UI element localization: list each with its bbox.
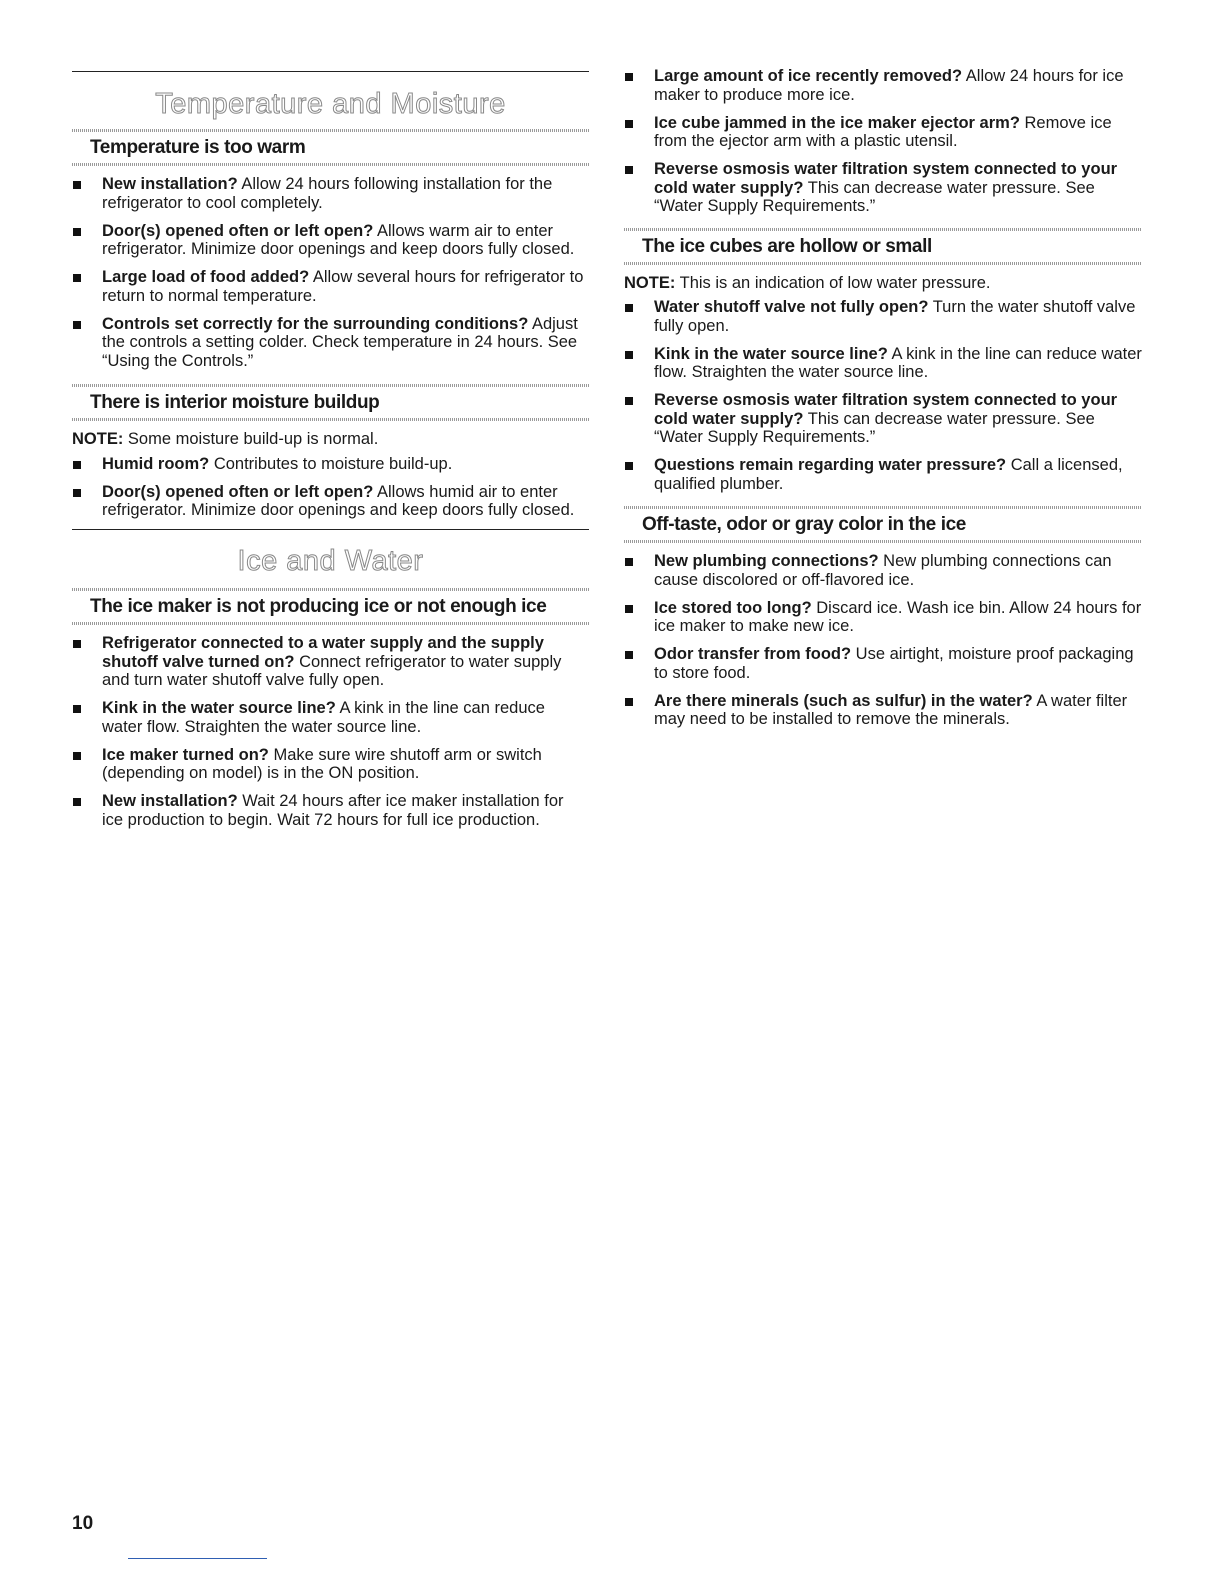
bullet-icon [625,698,633,706]
item-question: Water shutoff valve not fully open? [654,298,929,316]
item-answer: Connect refrigerator to water supply and turn water shutoff valve fully open. [102,652,562,689]
item-answer: Allows warm air to enter refrigerator. Minimize door openings and keep doors fully closed. [102,221,575,258]
bullet-icon [625,304,633,312]
bullet-icon [73,752,81,760]
item-question: New plumbing connections? [654,552,879,570]
item-question: Kink in the water source line? [102,699,336,717]
bullet-icon [73,181,81,189]
item-answer: Wait 24 hours after ice maker installation for ice production to begin. Wait 72 hours for full ice production. [102,792,564,829]
note-label: NOTE: [624,273,676,292]
item-answer: Make sure wire shutoff arm or switch (depending on model) is in the ON position. [102,745,542,782]
list-item [624,345,1142,382]
item-question: Kink in the water source line? [654,344,888,363]
bullet-icon [625,73,633,81]
subsection-title: Temperature is too warm [90,137,306,158]
list-item [72,634,589,690]
bullet-icon [73,274,81,282]
item-answer: Contributes to moisture build-up. [209,454,453,473]
note [72,430,589,449]
item-question: Large amount of ice recently removed? [654,67,963,85]
troubleshooting-list [72,455,589,520]
troubleshooting-list [624,298,1142,493]
subsection-title: The ice maker is not producing ice or not enough ice [90,596,547,617]
continued-list [624,67,1142,216]
subsection-temperature-too-warm [72,129,589,370]
bullet-icon [73,705,81,713]
subsection-rule-bottom [624,262,1142,265]
list-item [72,746,589,783]
subsection-interior-moisture [72,384,589,520]
item-question: Controls set correctly for the surrounding conditions? [102,314,529,333]
item-answer: New plumbing connections can cause discolored or off-flavored ice. [654,552,1112,589]
item-question: Questions remain regarding water pressure? [654,456,1007,474]
footer-rule [128,1558,267,1559]
item-question: New installation? [102,792,238,810]
bullet-icon [73,228,81,236]
item-answer: A kink in the line can reduce water flow. Straighten the water source line. [654,344,1142,381]
item-answer: Allow several hours for refrigerator to return to normal temperature. [102,268,584,305]
section-temperature-moisture [72,71,589,520]
left-column [72,0,589,839]
list-item [72,268,589,305]
bullet-icon [73,640,81,648]
section-divider [72,529,589,530]
list-item [72,699,589,736]
item-answer: Allow 24 hours for ice maker to produce more ice. [654,67,1124,104]
item-answer: Allows humid air to enter refrigerator. Minimize door openings and keep doors fully closed. [102,482,575,519]
subsection-hollow-small [624,228,1142,494]
item-question: Ice maker turned on? [102,745,269,764]
list-item [72,792,589,829]
subsection-title: The ice cubes are hollow or small [642,235,932,257]
list-item [624,645,1142,682]
bullet-icon [73,321,81,329]
item-answer: Use airtight, moisture proof packaging to store food. [654,645,1134,682]
subsection-rule-bottom [624,540,1142,543]
item-question: Refrigerator connected to a water supply and the supply shutoff valve turned on? [102,634,544,671]
item-question: Are there minerals (such as sulfur) in the water? [654,691,1033,710]
item-answer: Adjust the controls a setting colder. Check temperature in 24 hours. See “Using the Controls.” [102,314,578,370]
list-item [624,552,1142,589]
subsection-rule-bottom [72,622,589,625]
item-answer: Remove ice from the ejector arm with a plastic utensil. [654,113,1112,150]
item-question: Reverse osmosis water filtration system connected to your cold water supply? [654,391,1118,428]
bullet-icon [73,461,81,469]
list-item [624,160,1142,216]
list-item [624,298,1142,335]
bullet-icon [625,351,633,359]
item-answer: This can decrease water pressure. See “Water Supply Requirements.” [654,178,1095,215]
bullet-icon [625,397,633,405]
list-item [624,114,1142,151]
bullet-icon [625,120,633,128]
subsection-rule-bottom [72,163,589,166]
bullet-icon [625,558,633,566]
item-question: Door(s) opened often or left open? [102,482,374,501]
bullet-icon [73,489,81,497]
item-question: Ice cube jammed in the ice maker ejector arm? [654,113,1020,132]
subsection-title: Off-taste, odor or gray color in the ice [642,514,966,535]
note [624,274,1142,293]
note-text: This is an indication of low water pressure. [675,273,991,292]
troubleshooting-list [72,175,589,370]
bullet-icon [625,605,633,613]
list-item [624,599,1142,636]
subsection-ice-maker-not-producing [72,588,589,829]
list-item [72,175,589,212]
list-item [624,67,1142,104]
item-question: Reverse osmosis water filtration system connected to your cold water supply? [654,160,1118,197]
section-divider [72,71,589,72]
item-question: Ice stored too long? [654,598,812,617]
bullet-icon [73,798,81,806]
item-answer: Call a licensed, qualified plumber. [654,456,1123,493]
item-question: Humid room? [102,454,210,473]
page-number: 10 [72,1513,94,1534]
item-answer: Allow 24 hours following installation for the refrigerator to cool completely. [102,175,553,212]
section-title: Temperature and Moisture [155,88,506,120]
subsection-title: There is interior moisture buildup [90,392,380,413]
bullet-icon [625,462,633,470]
item-question: Large load of food added? [102,268,310,286]
item-answer: Discard ice. Wash ice bin. Allow 24 hours for ice maker to make new ice. [654,598,1142,635]
right-column [624,0,1142,738]
item-answer: This can decrease water pressure. See “Water Supply Requirements.” [654,409,1095,446]
list-item [624,692,1142,729]
list-item [72,315,589,371]
note-text: Some moisture build-up is normal. [123,430,379,448]
subsection-off-taste [624,506,1142,729]
item-question: New installation? [102,175,238,193]
list-item [72,455,589,474]
section-ice-water [72,529,589,829]
list-item [624,391,1142,447]
item-question: Odor transfer from food? [654,645,852,663]
item-answer: A water filter may need to be installed to remove the minerals. [654,691,1128,728]
troubleshooting-list [72,634,589,829]
note-label: NOTE: [72,430,124,448]
troubleshooting-list [624,552,1142,729]
item-question: Door(s) opened often or left open? [102,221,374,240]
list-item [72,222,589,259]
bullet-icon [625,166,633,174]
section-title: Ice and Water [237,545,424,577]
item-answer: A kink in the line can reduce water flow. Straighten the water source line. [102,699,545,736]
list-item [72,483,589,520]
item-answer: Turn the water shutoff valve fully open. [654,298,1136,335]
list-item [624,456,1142,493]
bullet-icon [625,651,633,659]
subsection-rule-bottom [72,418,589,421]
